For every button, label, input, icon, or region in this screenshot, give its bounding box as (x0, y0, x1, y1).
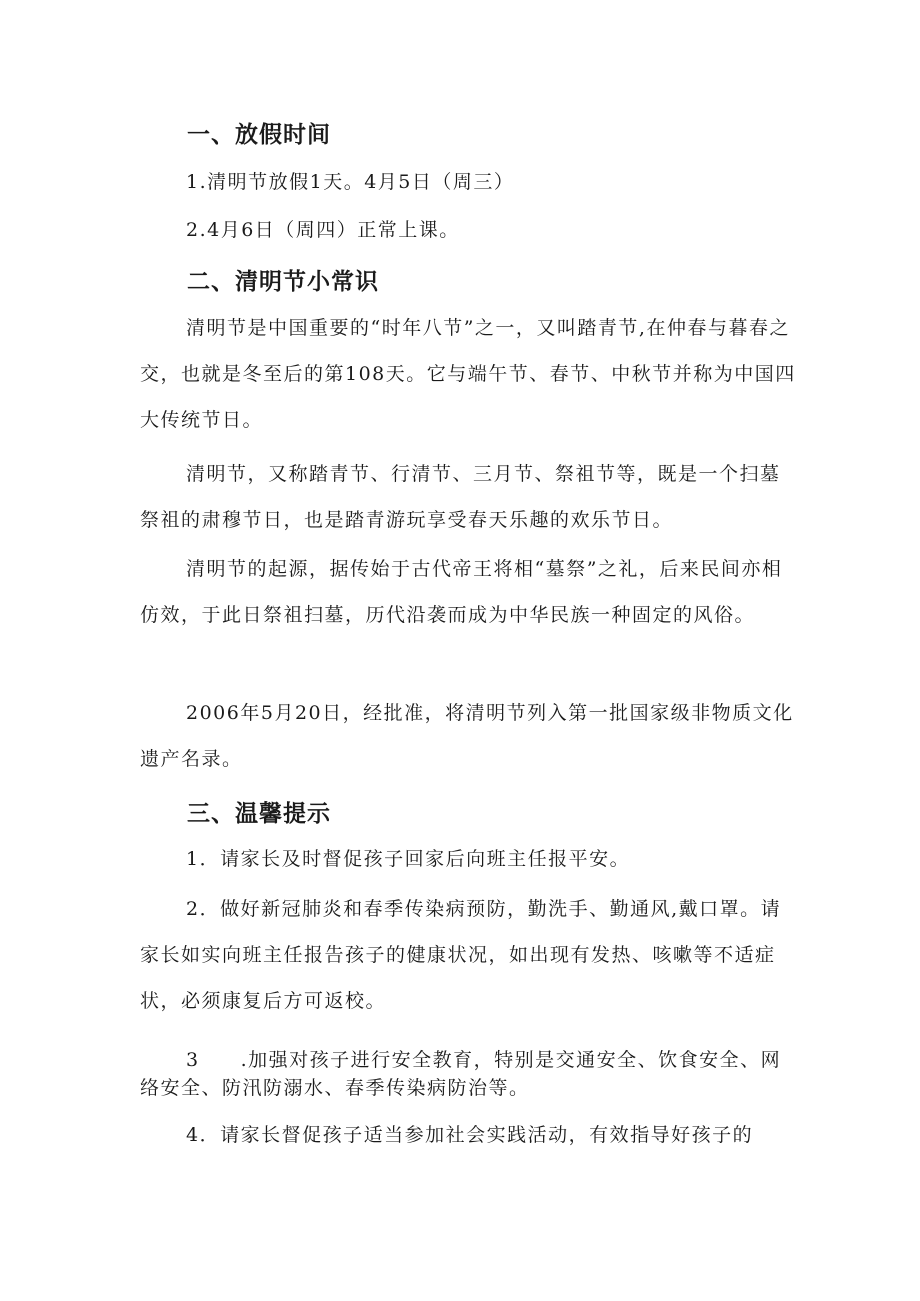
section-heading-qingming-knowledge: 二、清明节小常识 (187, 269, 379, 295)
knowledge-paragraph-4: 2006年5月20日，经批准，将清明节列入第一批国家级非物质文化遗产名录。 (140, 702, 794, 770)
knowledge-paragraph-2: 清明节，又称踏青节、行清节、三月节、祭祖节等，既是一个扫墓祭祖的肃穆节日，也是踏青游玩享受春天乐趣的欢乐节日。 (140, 463, 781, 531)
holiday-item-2: 2.4月6日（周四）正常上课。 (186, 219, 460, 241)
tip-item-2: 2．做好新冠肺炎和春季传染病预防，勤洗手、勤通风,戴口罩。请家长如实向班主任报告孩子的健康状况，如出现有发热、咳嗽等不适症状，必须康复后方可返校。 (140, 898, 782, 1012)
tip-item-1: 1．请家长及时督促孩子回家后向班主任报平安。 (186, 848, 631, 870)
knowledge-paragraph-3: 清明节的起源，据传始于古代帝王将相“墓祭”之礼，后来民间亦相仿效，于此日祭祖扫墓，历代沿袭而成为中华民族一种固定的风俗。 (140, 558, 783, 626)
tip-item-3: 3 .加强对孩子进行安全教育，特别是交通安全、饮食安全、网络安全、防汛防溺水、春季传染病防治等。 (140, 1049, 782, 1099)
tip-item-4: 4．请家长督促孩子适当参加社会实践活动，有效指导好孩子的 (186, 1124, 754, 1146)
knowledge-paragraph-1: 清明节是中国重要的“时年八节”之一，又叫踏青节,在仲春与暮春之交，也就是冬至后的第108天。它与端午节、春节、中秋节并称为中国四大传统节日。 (140, 317, 796, 431)
holiday-item-1: 1.清明节放假1天。4月5日（周三） (186, 171, 515, 193)
section-heading-holiday-time: 一、放假时间 (187, 122, 331, 148)
section-heading-warm-tips: 三、温馨提示 (187, 801, 331, 827)
